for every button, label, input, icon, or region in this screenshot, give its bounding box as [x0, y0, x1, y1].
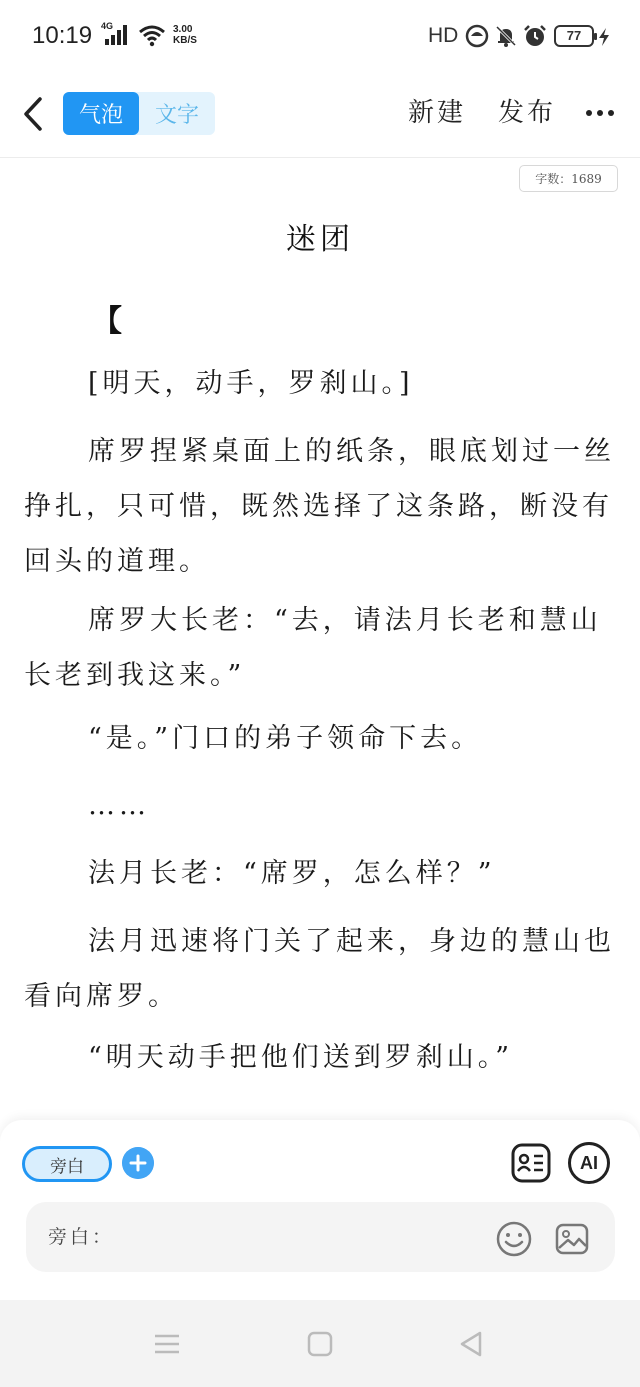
back-triangle-icon[interactable]: [458, 1330, 486, 1358]
status-time: 10:19: [32, 22, 93, 49]
alarm-icon: [523, 24, 547, 48]
more-options-icon[interactable]: [586, 110, 614, 116]
charging-icon: [598, 28, 610, 46]
open-bracket: 【: [92, 304, 122, 339]
mode-switch: [63, 92, 215, 135]
battery-indicator: 77: [554, 25, 594, 47]
signal-icon: [101, 23, 131, 47]
tab-text[interactable]: 文字: [154, 103, 199, 128]
vpn-circle-icon: [465, 24, 489, 48]
word-count-badge: 字数：1689: [519, 165, 618, 192]
ai-assistant-button[interactable]: AI: [568, 1142, 610, 1184]
network-speed: [173, 24, 197, 46]
speed-value: 3.00: [173, 24, 193, 35]
paragraph[interactable]: 席罗大长老：“去，请法月长老和慧山长老到我这来。”: [24, 605, 602, 691]
paragraph[interactable]: [明天，动手，罗刹山。]: [88, 368, 414, 399]
paragraph[interactable]: “明天动手把他们送到罗刹山。”: [88, 1042, 514, 1073]
composer-panel: [0, 1120, 640, 1300]
paragraph[interactable]: 法月迅速将门关了起来，身边的慧山也看向席罗。: [24, 926, 615, 1012]
home-square-icon[interactable]: [306, 1330, 334, 1358]
back-arrow-icon[interactable]: [18, 94, 48, 134]
emoji-icon[interactable]: [496, 1221, 532, 1257]
status-bar: [0, 0, 640, 72]
network-type: 4G: [101, 21, 114, 31]
document-title[interactable]: 迷团: [286, 222, 354, 257]
mute-bell-icon: [494, 24, 518, 48]
role-chip-narration[interactable]: 旁白: [22, 1146, 112, 1182]
tab-bubble[interactable]: 气泡: [63, 92, 139, 135]
image-icon[interactable]: [554, 1221, 590, 1257]
paragraph[interactable]: ……: [88, 790, 150, 821]
input-prefix: 旁白：: [48, 1226, 115, 1248]
hd-indicator: HD: [428, 24, 459, 47]
recents-menu-icon[interactable]: [153, 1330, 181, 1358]
wifi-icon: [137, 23, 167, 47]
message-input[interactable]: [26, 1202, 615, 1272]
contact-card-icon[interactable]: [510, 1142, 552, 1184]
add-role-button[interactable]: [122, 1147, 154, 1179]
paragraph[interactable]: 法月长老：“席罗，怎么样？”: [88, 858, 496, 889]
new-button[interactable]: 新建: [408, 98, 467, 128]
editor-toolbar: [0, 72, 640, 158]
publish-button[interactable]: 发布: [498, 98, 557, 128]
speed-unit: KB/S: [173, 35, 197, 46]
system-nav-bar: [0, 1300, 640, 1387]
paragraph[interactable]: 席罗捏紧桌面上的纸条，眼底划过一丝挣扎，只可惜，既然选择了这条路，断没有回头的道理。: [24, 436, 615, 577]
paragraph[interactable]: “是。”门口的弟子领命下去。: [88, 723, 483, 754]
